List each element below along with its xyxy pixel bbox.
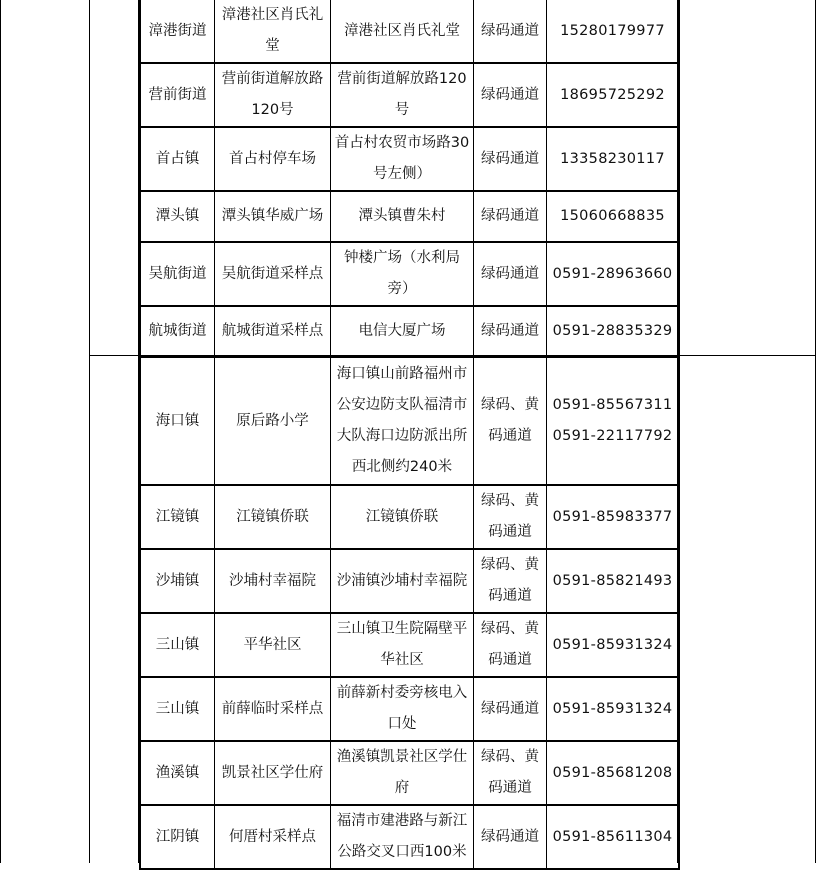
site-name-cell: 首占村停车场 bbox=[215, 128, 331, 192]
address-cell: 钟楼广场（水利局旁） bbox=[331, 243, 474, 307]
phone-number: 18695725292 bbox=[560, 86, 665, 103]
site-name-cell: 航城街道采样点 bbox=[215, 307, 331, 358]
phone-cell bbox=[547, 358, 678, 486]
phone-number: 0591-22117792 bbox=[552, 428, 673, 444]
phone-cell bbox=[547, 550, 678, 614]
town-cell: 首占镇 bbox=[141, 128, 215, 192]
town-cell: 航城街道 bbox=[141, 307, 215, 358]
phone-cell bbox=[547, 128, 678, 192]
channel-cell: 绿码通道 bbox=[474, 243, 547, 307]
site-name-cell: 潭头镇华威广场 bbox=[215, 192, 331, 243]
channel-cell: 绿码通道 bbox=[474, 128, 547, 192]
phone-cell bbox=[547, 0, 678, 64]
site-name-cell: 江镜镇侨联 bbox=[215, 486, 331, 550]
channel-cell: 绿码、黄码通道 bbox=[474, 486, 547, 550]
site-name-cell: 平华社区 bbox=[215, 614, 331, 678]
town-cell: 三山镇 bbox=[141, 614, 215, 678]
phone-number: 13358230117 bbox=[560, 150, 665, 167]
phone-number: 0591-85821493 bbox=[552, 572, 673, 589]
town-cell: 营前街道 bbox=[141, 64, 215, 128]
channel-cell: 绿码、黄码通道 bbox=[474, 614, 547, 678]
phone-cell bbox=[547, 307, 678, 358]
phone-number: 0591-85681208 bbox=[552, 764, 673, 781]
site-name-cell: 吴航街道采样点 bbox=[215, 243, 331, 307]
channel-cell: 绿码通道 bbox=[474, 307, 547, 358]
phone-number: 0591-28963660 bbox=[552, 265, 673, 282]
outer-border-left bbox=[0, 0, 1, 863]
phone-number: 0591-85567311 bbox=[552, 397, 673, 413]
phone-number: 0591-28835329 bbox=[552, 323, 673, 339]
channel-cell: 绿码、黄码通道 bbox=[474, 550, 547, 614]
phone-cell bbox=[547, 192, 678, 243]
testing-sites-table bbox=[139, 0, 680, 870]
phone-number: 0591-85983377 bbox=[552, 508, 673, 525]
town-cell: 江镜镇 bbox=[141, 486, 215, 550]
channel-cell: 绿码通道 bbox=[474, 678, 547, 742]
town-cell: 三山镇 bbox=[141, 678, 215, 742]
town-cell: 沙埔镇 bbox=[141, 550, 215, 614]
phone-cell bbox=[547, 678, 678, 742]
town-cell: 吴航街道 bbox=[141, 243, 215, 307]
town-cell: 渔溪镇 bbox=[141, 742, 215, 806]
channel-cell: 绿码通道 bbox=[474, 64, 547, 128]
town-cell: 漳港街道 bbox=[141, 0, 215, 64]
phone-cell bbox=[547, 742, 678, 806]
channel-cell: 绿码通道 bbox=[474, 0, 547, 64]
address-cell: 首占村农贸市场路30号左侧） bbox=[331, 128, 474, 192]
phone-cell bbox=[547, 64, 678, 128]
channel-cell: 绿码通道 bbox=[474, 192, 547, 243]
site-name-cell: 沙埔村幸福院 bbox=[215, 550, 331, 614]
site-name-cell: 前薛临时采样点 bbox=[215, 678, 331, 742]
site-name-cell: 原后路小学 bbox=[215, 358, 331, 486]
address-cell: 电信大厦广场 bbox=[331, 307, 474, 358]
site-name-cell: 凯景社区学仕府 bbox=[215, 742, 331, 806]
address-cell: 福清市建港路与新江公路交叉口西100米 bbox=[331, 806, 474, 870]
channel-cell: 绿码通道 bbox=[474, 806, 547, 870]
address-cell: 海口镇山前路福州市公安边防支队福清市大队海口边防派出所西北侧约240米 bbox=[331, 358, 474, 486]
site-name-cell: 漳港社区肖氏礼堂 bbox=[215, 0, 331, 64]
address-cell: 潭头镇曹朱村 bbox=[331, 192, 474, 243]
address-cell: 渔溪镇凯景社区学仕府 bbox=[331, 742, 474, 806]
address-cell: 营前街道解放路120号 bbox=[331, 64, 474, 128]
phone-cell bbox=[547, 806, 678, 870]
address-cell: 漳港社区肖氏礼堂 bbox=[331, 0, 474, 64]
town-cell: 江阴镇 bbox=[141, 806, 215, 870]
outer-border-col1 bbox=[89, 0, 90, 863]
channel-cell: 绿码、黄码通道 bbox=[474, 742, 547, 806]
phone-number: 0591-85931324 bbox=[552, 700, 673, 717]
site-name-cell: 何厝村采样点 bbox=[215, 806, 331, 870]
phone-number: 0591-85931324 bbox=[552, 636, 673, 653]
phone-cell bbox=[547, 614, 678, 678]
address-cell: 三山镇卫生院隔壁平华社区 bbox=[331, 614, 474, 678]
site-name-cell: 营前街道解放路120号 bbox=[215, 64, 331, 128]
address-cell: 沙浦镇沙埔村幸福院 bbox=[331, 550, 474, 614]
address-cell: 前薛新村委旁核电入口处 bbox=[331, 678, 474, 742]
phone-cell bbox=[547, 243, 678, 307]
phone-number: 15060668835 bbox=[560, 208, 665, 224]
phone-number: 0591-85611304 bbox=[552, 828, 673, 845]
phone-cell bbox=[547, 486, 678, 550]
address-cell: 江镜镇侨联 bbox=[331, 486, 474, 550]
town-cell: 海口镇 bbox=[141, 358, 215, 486]
phone-number: 15280179977 bbox=[560, 22, 665, 39]
town-cell: 潭头镇 bbox=[141, 192, 215, 243]
channel-cell: 绿码、黄码通道 bbox=[474, 358, 547, 486]
